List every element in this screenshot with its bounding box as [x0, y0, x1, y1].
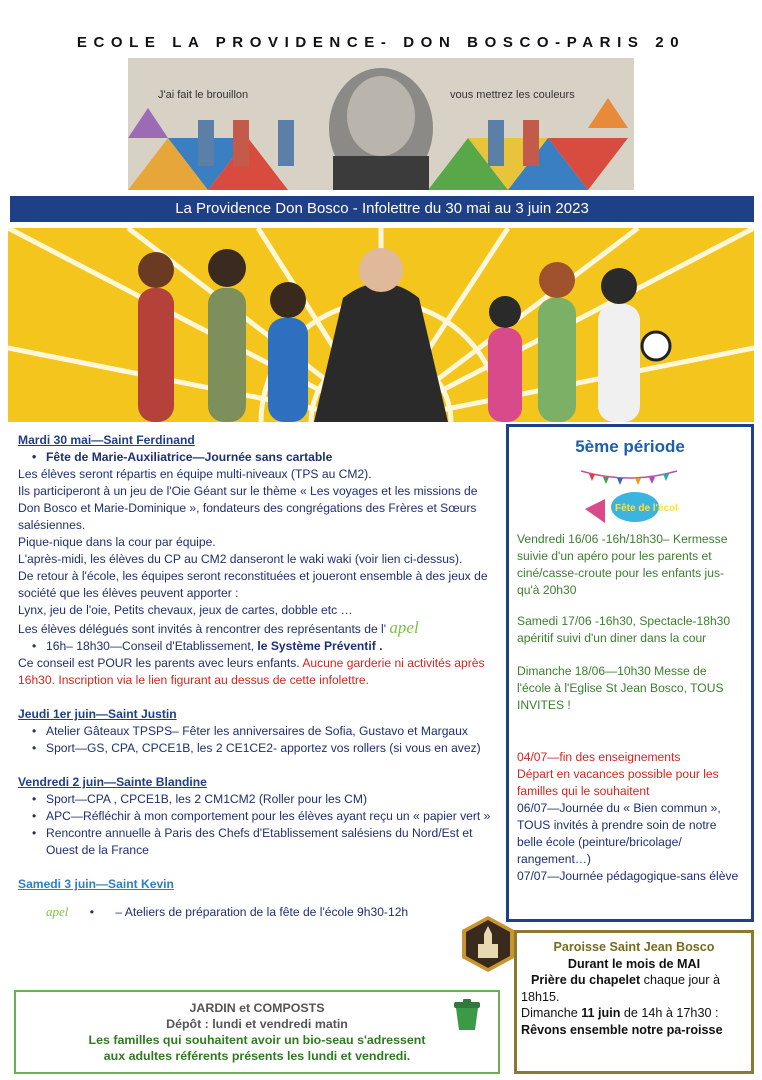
event-end-classes: 04/07—fin des enseignements [517, 750, 681, 764]
fete-ecole-label: Fête de l'école [615, 503, 679, 514]
weekly-schedule [18, 432, 502, 921]
list-item: • Sport—CPA , CPCE1B, les 2 CM1CM2 (Roller pour les CM) [18, 791, 502, 808]
mural-right-text: vous mettrez les couleurs [450, 89, 575, 101]
sunday-label: Dimanche [521, 1006, 582, 1020]
list-item: • Rencontre annuelle à Paris des Chefs d'Etablissement salésiens du Nord/Est et Ouest de la France [18, 825, 502, 859]
hero-illustration [8, 228, 754, 422]
notice-text: Ce conseil est POUR les parents avec leurs enfants. [18, 656, 303, 670]
garden-box [14, 990, 500, 1074]
period-title: 5ème période [575, 437, 685, 456]
paragraph: Les élèves délégués sont invités à rencontrer des représentants de l' [18, 622, 387, 636]
school-name: ECOLE LA PROVIDENCE- DON BOSCO-PARIS 20 [76, 34, 686, 51]
heading-thursday: Jeudi 1er juin—Saint Justin [18, 707, 177, 721]
parish-logo-icon [458, 914, 518, 974]
paragraph-apel [18, 619, 502, 638]
sunday-date: 11 juin [581, 1006, 621, 1020]
event-kermesse: Vendredi 16/06 -16h/18h30– Kermesse suivie d'un apéro pour les parents et ciné/casse-croute pour les enfants jus-qu'à 20h30 [517, 532, 728, 597]
newsletter-banner: La Providence Don Bosco - Infolettre du 30 mai au 3 juin 2023 [10, 196, 754, 222]
heading-friday: Vendredi 2 juin—Sainte Blandine [18, 775, 207, 789]
heading-tuesday: Mardi 30 mai—Saint Ferdinand [18, 433, 195, 447]
garden-line-2: aux adultes référents présents les lundi et vendredi. [103, 1049, 411, 1063]
apel-logo: apel [389, 618, 419, 637]
parish-line-2 [521, 1005, 747, 1038]
period-box [506, 424, 754, 922]
council-text: 16h– 18h30—Conseil d'Etablissement, [46, 639, 258, 653]
event-holidays: Départ en vacances possible pour les familles qui le souhaitent [517, 767, 719, 798]
sunday-event: Rêvons ensemble notre pa-roisse [521, 1022, 723, 1037]
paragraph: Lynx, jeu de l'oie, Petits chevaux, jeux de cartes, dobble etc … [18, 603, 353, 617]
apel-logo: apel [46, 904, 69, 919]
bullet-dot: • [89, 905, 94, 919]
parish-line-1 [521, 972, 747, 1005]
garden-title: JARDIN et COMPOSTS [189, 1001, 325, 1015]
saturday-line [18, 903, 502, 921]
council-topic: le Système Préventif . [257, 639, 383, 653]
list-item: • APC—Réfléchir à mon comportement pour les élèves ayant reçu un « papier vert » [18, 808, 502, 825]
list-item: • Sport—GS, CPA, CPCE1B, les 2 CE1CE2- apportez vos rollers (si vous en avez) [18, 740, 502, 757]
garden-subtitle: Dépôt : lundi et vendredi matin [166, 1017, 348, 1031]
paragraph: Pique-nique dans la cour par équipe. [18, 535, 216, 549]
rosary-time: chaque jour à 18h15. [521, 973, 721, 1004]
saturday-text: – Ateliers de préparation de la fête de l'école 9h30-12h [115, 905, 409, 919]
parish-title: Paroisse Saint Jean Bosco [553, 940, 715, 954]
paragraph: De retour à l'école, les équipes seront reconstituées et joueront ensemble à des jeux de société que les élèves peuvent apporter : [18, 569, 488, 600]
fete-ecole-logo [579, 465, 679, 529]
event-spectacle: Samedi 17/06 -16h30, Spectacle-18h30 apéritif suivi d'un diner dans la cour [517, 614, 731, 645]
parish-subtitle: Durant le mois de MAI [567, 956, 701, 971]
event-messe: Dimanche 18/06—10h30 Messe de l'école à l'Eglise St Jean Bosco, TOUS INVITES ! [517, 664, 724, 712]
mural-left-text: J'ai fait le brouillon [158, 89, 249, 101]
notice-warning: Aucune garderie ni activités après 16h30. Inscription via le lien figurant au dessus de cette infolettre. [18, 656, 485, 687]
sunday-time: de 14h à 17h30 : [620, 1006, 719, 1020]
mural-image [128, 58, 634, 190]
garden-line-1: Les familles qui souhaitent avoir un bio-seau s'adressent [88, 1033, 426, 1047]
compost-bin-icon [452, 998, 482, 1037]
event-bien-commun: 06/07—Journée du « Bien commun », TOUS invités à prendre soin de notre belle école (peinture/bricolage/ rangement…) [517, 801, 721, 866]
event-pedagogique: 07/07—Journée pédagogique-sans élève [517, 869, 739, 883]
parish-box [514, 930, 754, 1074]
bullet-council [18, 638, 502, 655]
bullet-feast: • Fête de Marie-Auxiliatrice—Journée sans cartable [18, 449, 502, 466]
paragraph-notice [18, 655, 502, 689]
heading-saturday: Samedi 3 juin—Saint Kevin [18, 877, 174, 891]
rosary-label: Prière du chapelet [531, 973, 641, 987]
paragraph: Ils participeront à un jeu de l'Oie Géant sur le thème « Les voyages et les missions de Don Bosco et Marie-Dominique », fondateurs des congrégations des Frères et Sœurs salésiennes. [18, 484, 478, 532]
paragraph: L'après-midi, les élèves du CP au CM2 danseront le waki waki (voir lien ci-dessus). [18, 552, 463, 566]
mural-illustration [128, 58, 634, 190]
list-item: • Atelier Gâteaux TPSPS– Fêter les anniversaires de Sofia, Gustavo et Margaux [18, 723, 502, 740]
paragraph: Les élèves seront répartis en équipe multi-niveaux (TPS au CM2). [18, 467, 372, 481]
